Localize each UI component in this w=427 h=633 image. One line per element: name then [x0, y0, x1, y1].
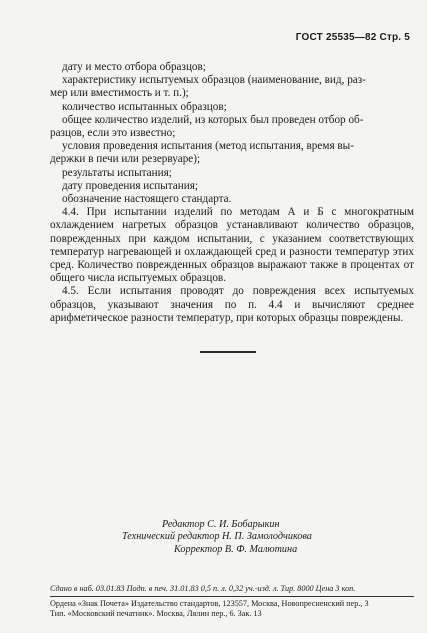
- list-item: условия проведения испытания (метод испытания, время вы-: [62, 140, 354, 153]
- imprint-print-data: Сдано в наб. 03.01.83 Подп. в печ. 31.01.83 0,5 п. л. 0,32 уч.-изд. л. Тир. 8000 Цена 3 коп.: [50, 584, 414, 597]
- list-item: количество испытанных образцов;: [62, 100, 227, 113]
- paragraph-4-4: 4.4. При испытании изделий по методам А и Б с многократным охлаждением нагретых образцов устанавливают количество образцов, поврежденных при каждом испытании, с указанием соответствующих температур нагревающей и охлаждающей сред и разности температур этих сред. Количество поврежденных образцов выражают также в процентах от общего числа испытуемых образцов.: [50, 206, 414, 285]
- body-text: [50, 61, 414, 325]
- imprint: [50, 584, 414, 620]
- list-item-continuation: мер или вместимость и т. п.);: [50, 87, 189, 100]
- section-divider: [200, 351, 256, 353]
- list-item: обозначение настоящего стандарта.: [62, 193, 232, 206]
- tech-editor-credit: Технический редактор Н. П. Замолодчикова: [122, 531, 312, 543]
- page-header: ГОСТ 25535—82 Стр. 5: [295, 32, 410, 43]
- list-item: дату проведения испытания;: [62, 179, 198, 192]
- imprint-publisher: Ордена «Знак Почета» Издательство стандартов, 123557, Москва, Новопресненский пер., 3: [50, 599, 369, 609]
- list-item: общее количество изделий, из которых был проведен отбор об-: [62, 113, 364, 126]
- list-item: дату и место отбора образцов;: [62, 61, 206, 73]
- list-item: характеристику испытуемых образцов (наименование, вид, раз-: [62, 74, 366, 87]
- proofreader-credit: Корректор В. Ф. Малютина: [174, 543, 298, 555]
- editorial-credits: [122, 519, 312, 556]
- list-item-continuation: держки в печи или резервуаре);: [50, 153, 201, 166]
- editor-credit: Редактор С. И. Бобарыкин: [162, 519, 280, 530]
- paragraph-4-5: 4.5. Если испытания проводят до повреждения всех испытуемых образцов, указывают значения по п. 4.4 и вычисляют среднее арифметическое разности температур, при которых образцы повреждены.: [50, 285, 414, 324]
- list-item-continuation: разцов, если это известно;: [50, 127, 176, 140]
- list-item: результаты испытания;: [62, 166, 172, 179]
- imprint-printer: Тип. «Московский печатник». Москва, Лялин пер., 6. Зак. 13: [50, 609, 262, 619]
